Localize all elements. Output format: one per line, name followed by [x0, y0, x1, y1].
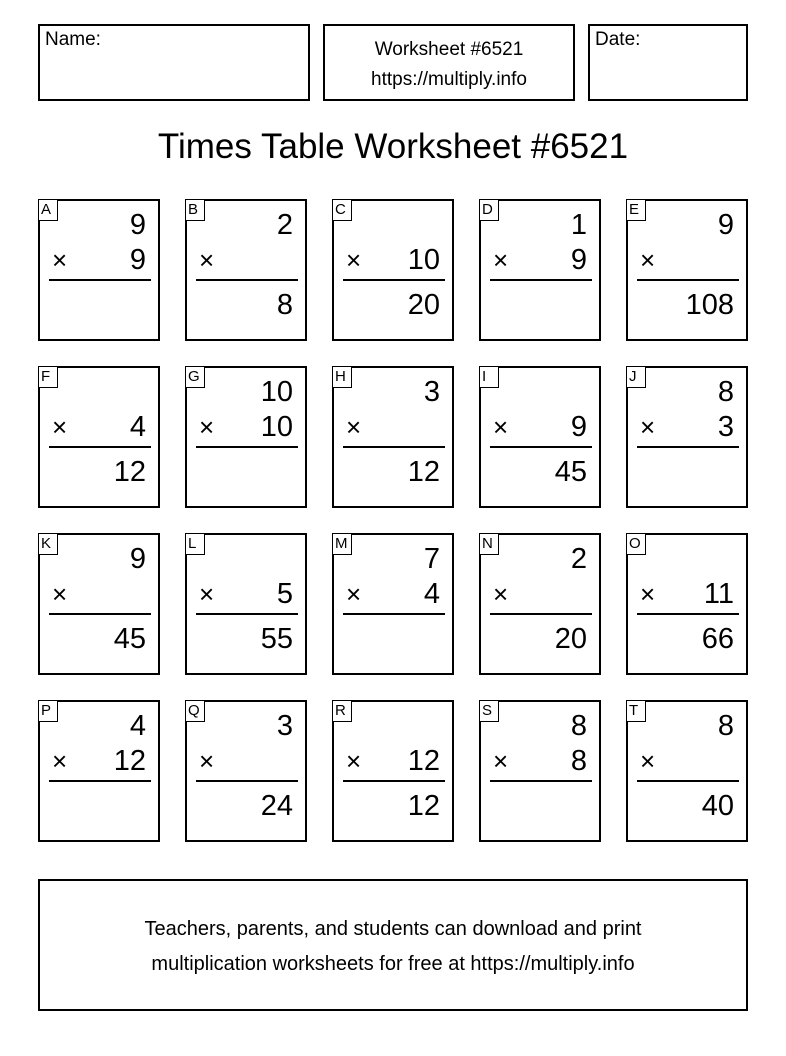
worksheet-id: Worksheet #6521	[374, 39, 524, 60]
problem-card	[38, 366, 160, 508]
problem-card	[332, 199, 454, 341]
problem-card	[626, 366, 748, 508]
answer-line	[490, 446, 592, 448]
problem-label: O	[626, 533, 646, 555]
top-factor: 2	[276, 209, 293, 241]
bottom-factor: 5	[276, 578, 293, 610]
problem-label: Q	[185, 700, 205, 722]
bottom-factor: 9	[570, 244, 587, 276]
answer-line	[196, 279, 298, 281]
times-sign: ×	[640, 412, 656, 442]
problem-label: T	[626, 700, 646, 722]
answer-line	[637, 613, 739, 615]
problem-card	[185, 533, 307, 675]
times-sign: ×	[346, 412, 362, 442]
date-field[interactable]	[588, 24, 748, 101]
answer-line	[637, 446, 739, 448]
problem-label: E	[626, 199, 646, 221]
problem-card	[479, 700, 601, 842]
answer-line	[49, 446, 151, 448]
footer-line-2: multiplication worksheets for free at https://multiply.info	[151, 953, 635, 975]
times-sign: ×	[346, 579, 362, 609]
top-factor: 8	[717, 376, 734, 408]
date-label: Date:	[595, 29, 641, 50]
answer-line	[490, 780, 592, 782]
bottom-factor: 9	[570, 411, 587, 443]
product-answer: 20	[407, 289, 440, 321]
name-label: Name:	[45, 29, 101, 50]
times-sign: ×	[346, 245, 362, 275]
product-answer: 108	[685, 289, 734, 321]
times-sign: ×	[199, 412, 215, 442]
page-title: Times Table Worksheet #6521	[157, 127, 629, 166]
product-answer: 20	[554, 623, 587, 655]
answer-line	[343, 279, 445, 281]
answer-line	[49, 780, 151, 782]
times-sign: ×	[493, 746, 509, 776]
times-sign: ×	[493, 579, 509, 609]
product-answer: 12	[407, 790, 440, 822]
site-url: https://multiply.info	[371, 69, 527, 90]
problem-card	[332, 533, 454, 675]
top-factor: 9	[129, 543, 146, 575]
product-answer: 8	[276, 289, 293, 321]
product-answer: 12	[113, 456, 146, 488]
product-answer: 45	[554, 456, 587, 488]
answer-line	[343, 613, 445, 615]
product-answer: 45	[113, 623, 146, 655]
problem-card	[38, 199, 160, 341]
product-answer: 66	[701, 623, 734, 655]
problem-label: M	[332, 533, 352, 555]
footer-line-1: Teachers, parents, and students can download and print	[144, 918, 642, 940]
times-sign: ×	[52, 579, 68, 609]
top-factor: 1	[570, 209, 587, 241]
bottom-factor: 10	[260, 411, 293, 443]
problem-card	[332, 700, 454, 842]
bottom-factor: 12	[113, 745, 146, 777]
product-answer: 12	[407, 456, 440, 488]
problem-label: H	[332, 366, 352, 388]
top-factor: 3	[276, 710, 293, 742]
problem-card	[479, 366, 601, 508]
times-sign: ×	[640, 746, 656, 776]
answer-line	[490, 279, 592, 281]
answer-line	[490, 613, 592, 615]
problem-label: P	[38, 700, 58, 722]
answer-line	[196, 780, 298, 782]
problem-card	[185, 700, 307, 842]
problem-label: J	[626, 366, 646, 388]
footer-note	[38, 879, 748, 1011]
bottom-factor: 8	[570, 745, 587, 777]
top-factor: 7	[423, 543, 440, 575]
top-factor: 2	[570, 543, 587, 575]
top-factor: 10	[260, 376, 293, 408]
top-factor: 8	[717, 710, 734, 742]
problem-card	[626, 199, 748, 341]
problem-card	[38, 700, 160, 842]
problem-card	[479, 199, 601, 341]
times-sign: ×	[199, 245, 215, 275]
bottom-factor: 4	[423, 578, 440, 610]
top-factor: 8	[570, 710, 587, 742]
answer-line	[49, 279, 151, 281]
bottom-factor: 3	[717, 411, 734, 443]
answer-line	[343, 446, 445, 448]
answer-line	[637, 780, 739, 782]
top-factor: 4	[129, 710, 146, 742]
name-field[interactable]	[38, 24, 310, 101]
problem-card	[626, 533, 748, 675]
problem-label: I	[479, 366, 499, 388]
problem-label: N	[479, 533, 499, 555]
times-sign: ×	[52, 412, 68, 442]
bottom-factor: 9	[129, 244, 146, 276]
problem-label: B	[185, 199, 205, 221]
top-factor: 3	[423, 376, 440, 408]
product-answer: 55	[260, 623, 293, 655]
worksheet-info-box	[323, 24, 575, 101]
top-factor: 9	[129, 209, 146, 241]
problem-label: S	[479, 700, 499, 722]
problem-label: K	[38, 533, 58, 555]
problem-card	[185, 199, 307, 341]
bottom-factor: 12	[407, 745, 440, 777]
answer-line	[49, 613, 151, 615]
answer-line	[637, 279, 739, 281]
times-sign: ×	[52, 746, 68, 776]
bottom-factor: 11	[703, 578, 734, 610]
times-sign: ×	[493, 245, 509, 275]
problem-label: R	[332, 700, 352, 722]
problem-card	[626, 700, 748, 842]
problem-label: D	[479, 199, 499, 221]
top-factor: 9	[717, 209, 734, 241]
problem-label: C	[332, 199, 352, 221]
problem-card	[185, 366, 307, 508]
answer-line	[343, 780, 445, 782]
product-answer: 40	[701, 790, 734, 822]
problem-label: G	[185, 366, 205, 388]
bottom-factor: 4	[129, 411, 146, 443]
times-sign: ×	[346, 746, 362, 776]
times-sign: ×	[640, 579, 656, 609]
problem-label: L	[185, 533, 205, 555]
problem-label: F	[38, 366, 58, 388]
problem-card	[479, 533, 601, 675]
times-sign: ×	[199, 579, 215, 609]
problem-card	[38, 533, 160, 675]
times-sign: ×	[640, 245, 656, 275]
answer-line	[196, 613, 298, 615]
problem-label: A	[38, 199, 58, 221]
answer-line	[196, 446, 298, 448]
bottom-factor: 10	[407, 244, 440, 276]
product-answer: 24	[260, 790, 293, 822]
problem-card	[332, 366, 454, 508]
times-sign: ×	[493, 412, 509, 442]
times-sign: ×	[52, 245, 68, 275]
times-sign: ×	[199, 746, 215, 776]
